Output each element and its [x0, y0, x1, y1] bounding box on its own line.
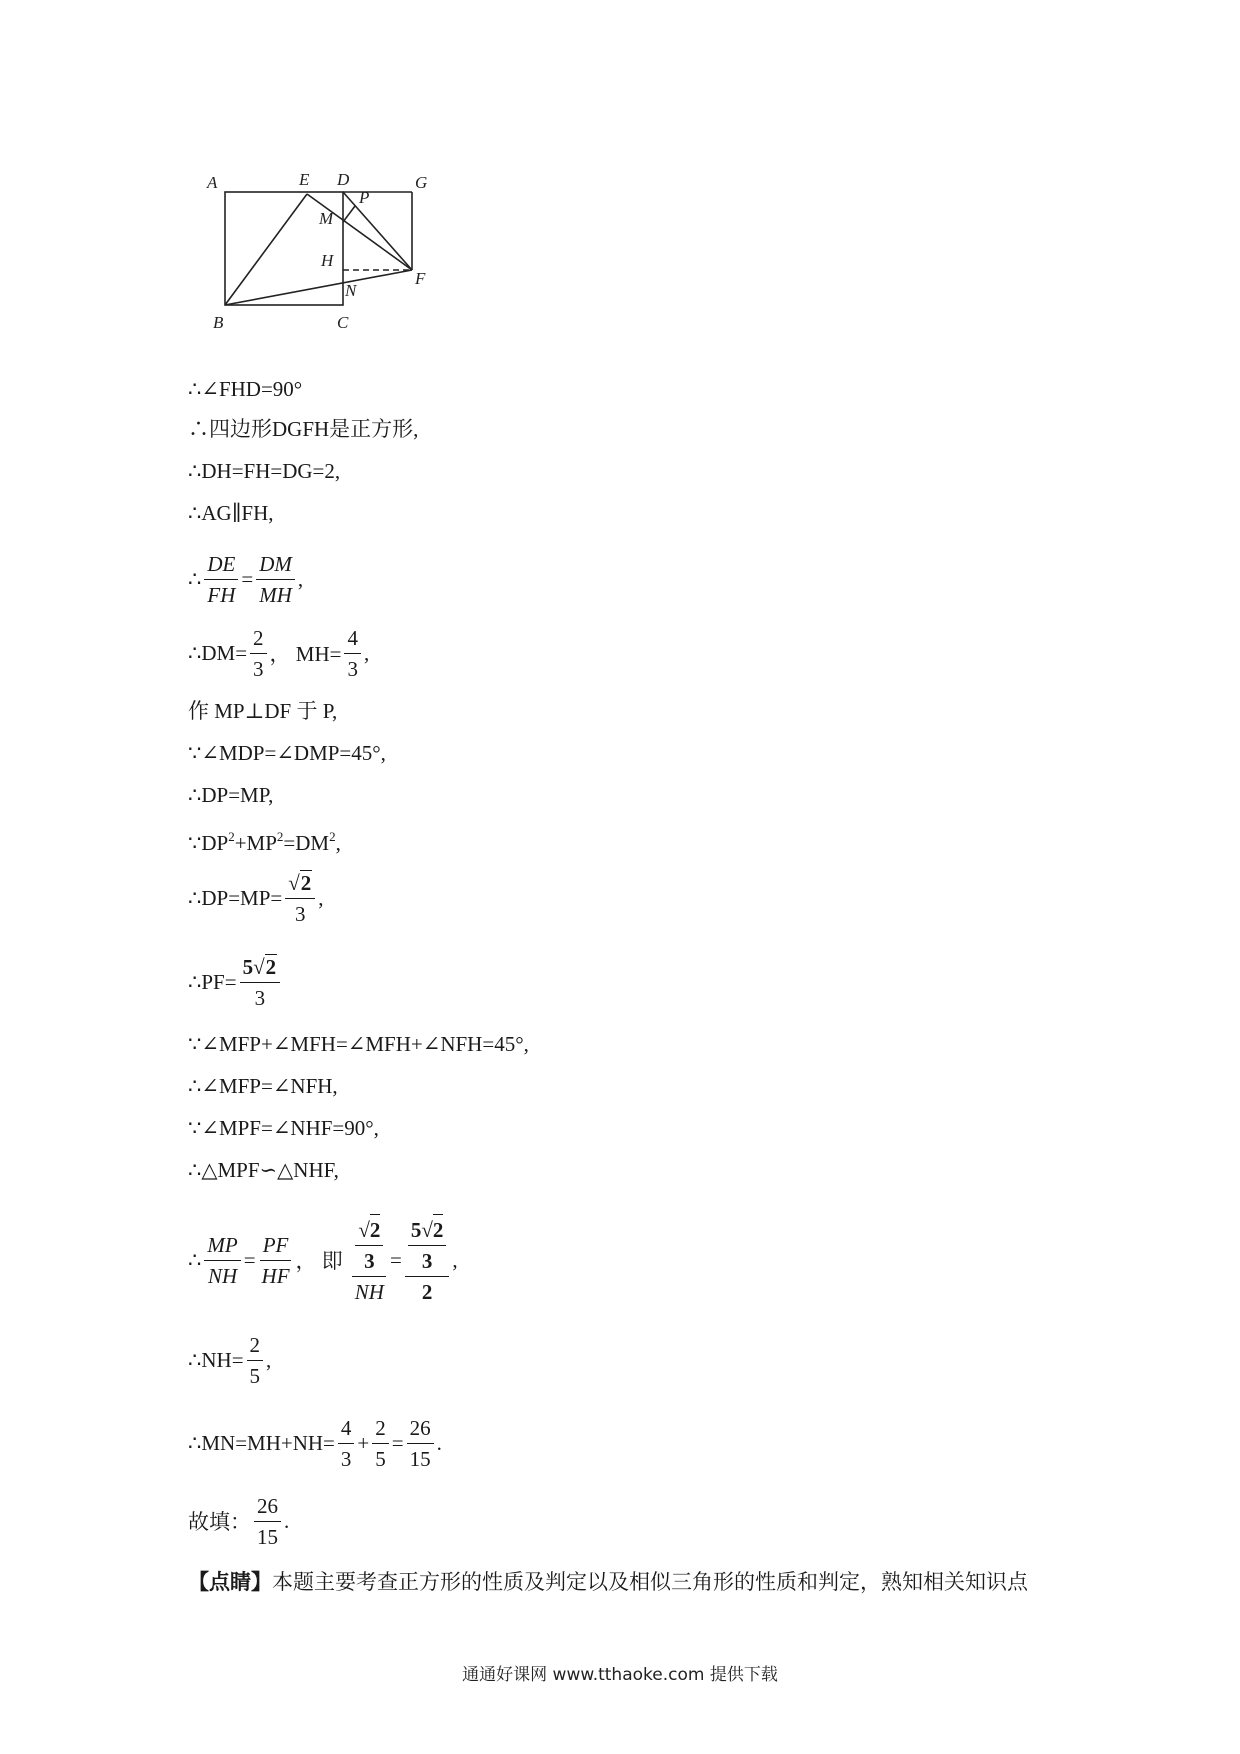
label-g: G [415, 173, 428, 192]
segment-be [225, 194, 307, 305]
step-nh: ∴NH= $\frac{2}{5}$ , [188, 1327, 271, 1393]
fraction: $\frac{PF}{HF}$ [259, 1230, 293, 1291]
step-similar-ratio: ∴ $\frac{MP}{NH}$ = $\frac{PF}{HF}$ ， 即 $\frac{\frac{√2}{3}}{NH}$ = $\frac{\frac{5√2}{3}}{2}$ , [188, 1205, 458, 1315]
note-tag: 【点睛】 [188, 1570, 272, 1594]
step-pf: ∴PF= $\frac{5√2}{3}$ [188, 949, 283, 1015]
fraction: $\frac{2}{3}$ [250, 623, 267, 684]
label-a: A [207, 173, 218, 192]
segment-mp [343, 206, 355, 222]
note-text: 本题主要考查正方形的性质及判定以及相似三角形的性质和判定，熟知相关知识点 [272, 1570, 1028, 1594]
label-b: B [213, 313, 224, 332]
label-n: N [345, 281, 357, 300]
step-line: ∴△MPF∽△NHF, [188, 1158, 339, 1182]
label-d: D [337, 170, 350, 189]
step-line: ∵∠MDP=∠DMP=45°, [188, 741, 386, 765]
sqrt-sign: √ [288, 870, 300, 895]
label-e: E [299, 170, 310, 189]
fraction: $\frac{2}{5}$ [372, 1413, 389, 1474]
step-line: ∴DH=FH=DG=2, [188, 459, 341, 483]
label-f: F [415, 269, 426, 288]
fraction: $\frac{26}{15}$ [254, 1491, 281, 1552]
step-line: ∵∠MFP+∠MFH=∠MFH+∠NFH=45°, [188, 1032, 529, 1056]
fraction: $\frac{26}{15}$ [407, 1413, 434, 1474]
fraction: $\frac{2}{5}$ [247, 1330, 264, 1391]
label-c: C [337, 313, 349, 332]
label-m: M [319, 209, 334, 228]
fraction: $\frac{4}{3}$ [344, 623, 361, 684]
fraction: $\frac{DE}{FH}$ [204, 549, 238, 610]
step-line: ∴∠MFP=∠NFH, [188, 1074, 338, 1098]
step-mn: ∴MN=MH+NH= $\frac{4}{3}$ + $\frac{2}{5}$ = $\frac{26}{15}$ . [188, 1410, 442, 1476]
segment-df [343, 192, 412, 270]
step-line: ∴四边形DGFH是正方形, [188, 417, 419, 441]
step-line: ∴∠FHD=90° [188, 377, 303, 401]
complex-fraction: $\frac{\frac{5√2}{3}}{2}$ [405, 1214, 450, 1307]
label-h: H [321, 251, 334, 270]
step-pythagoras: $\because DP^2+MP^2=DM^2$, [188, 829, 341, 855]
therefore: ∴ [188, 566, 202, 591]
fraction: $\frac{√2}{3}$ [285, 868, 315, 929]
answer-line: 故填： $\frac{26}{15}$ . [188, 1488, 289, 1554]
sqrt-sign: √ [253, 954, 265, 979]
step-dp: ∴DP=MP= $\frac{√2}{3}$ , [188, 865, 324, 931]
label-p: P [359, 188, 370, 207]
step-line: ∵∠MPF=∠NHF=90°, [188, 1116, 379, 1140]
segment-bf [225, 270, 412, 305]
page-footer: 通通好课网 www.tthaoke.com 提供下载 [462, 1665, 778, 1685]
step-line: ∴AG∥FH, [188, 501, 274, 525]
step-dm-mh: ∴DM= $\frac{2}{3}$ ， MH= $\frac{4}{3}$ , [188, 620, 369, 686]
fraction: $\frac{DM}{MH}$ [256, 549, 295, 610]
geometry-figure [205, 170, 465, 340]
step-line: ∴DP=MP, [188, 783, 274, 807]
step-ratio: ∴ $\frac{DE}{FH}$ = $\frac{DM}{MH}$ , [188, 546, 303, 612]
step-line: 作 MP⊥DF 于 P, [188, 699, 338, 723]
comment-note [188, 1566, 1028, 1596]
fraction: $\frac{5√2}{3}$ [240, 952, 281, 1013]
fraction: $\frac{4}{3}$ [338, 1413, 355, 1474]
fraction: $\frac{MP}{NH}$ [204, 1230, 240, 1291]
complex-fraction: $\frac{\frac{√2}{3}}{NH}$ [352, 1214, 387, 1307]
